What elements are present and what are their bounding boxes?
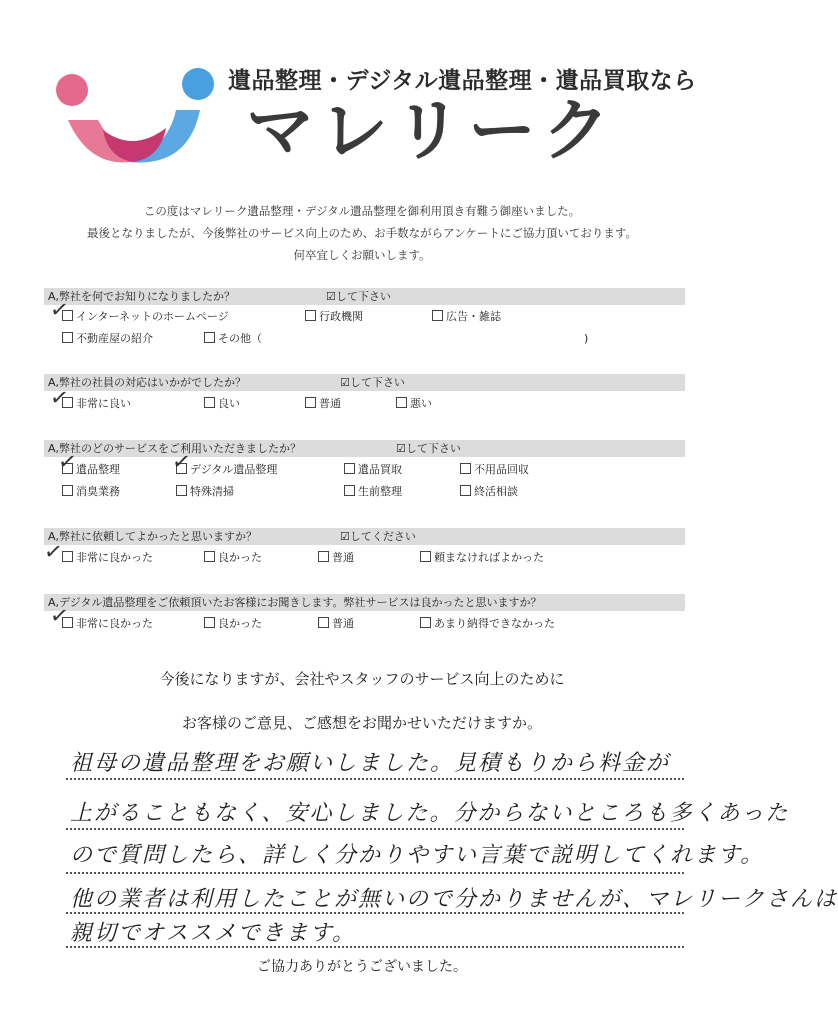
checkbox[interactable] — [204, 617, 215, 628]
question-instruction: ☑して下さい — [340, 376, 405, 389]
dotted-rule — [66, 828, 684, 830]
checkbox[interactable] — [432, 310, 443, 321]
question-instruction: ☑してください — [340, 530, 416, 543]
brand-name: マレリーク — [246, 92, 617, 171]
checkbox[interactable] — [420, 617, 431, 628]
option-very-good[interactable]: 非常に良かった — [62, 616, 153, 632]
handwritten-check-icon: ✓ — [56, 448, 79, 477]
option-normal[interactable]: 普通 — [305, 396, 341, 412]
intro-line: この度はマレリーク遺品整理・デジタル遺品整理を御利用頂き有難う御座いました。 — [143, 204, 581, 218]
option-other-close: ) — [584, 332, 589, 345]
thanks-message: ご協力ありがとうございました。 — [257, 959, 467, 975]
dotted-rule — [66, 912, 684, 914]
checkbox[interactable] — [344, 485, 355, 496]
question-4-bar — [44, 528, 685, 545]
option-good[interactable]: 良い — [204, 396, 240, 412]
option-estate-clearing[interactable]: 遺品整理 — [62, 462, 120, 478]
question-5-bar — [44, 594, 685, 611]
comment-prompt: お客様のご意見、ご感想をお聞かせいただけますか。 — [181, 714, 542, 732]
option-very-good[interactable]: 非常に良い — [62, 396, 131, 412]
option-normal[interactable]: 普通 — [318, 550, 354, 566]
dotted-rule — [66, 946, 684, 948]
option-regret[interactable]: 頼まなければよかった — [420, 550, 544, 566]
handwritten-comment-line: 上がることもなく、安心しました。分からないところも多くあった — [70, 801, 790, 826]
logo-pink-dot — [56, 74, 88, 106]
logo-blue-dot — [182, 68, 214, 100]
option-other[interactable]: その他（ — [204, 331, 262, 347]
tagline: 遺品整理・デジタル遺品整理・遺品買取なら — [228, 68, 697, 94]
checkbox[interactable] — [62, 332, 73, 343]
checkbox[interactable] — [396, 397, 407, 408]
checkbox[interactable] — [204, 332, 215, 343]
option-not-satisfied[interactable]: あまり納得できなかった — [420, 616, 555, 632]
option-end-of-life[interactable]: 終活相談 — [460, 484, 518, 500]
handwritten-comment-line: ので質問したら、詳しく分かりやすい言葉で説明してくれます。 — [70, 843, 765, 868]
option-good[interactable]: 良かった — [204, 550, 262, 566]
intro-text — [40, 200, 684, 266]
checkbox[interactable] — [420, 551, 431, 562]
comment-prompt: 今後になりますが、会社やスタッフのサービス向上のために — [159, 670, 565, 688]
option-special-cleaning[interactable]: 特殊清掃 — [176, 484, 234, 500]
option-very-good[interactable]: 非常に良かった — [62, 550, 153, 566]
question-text: A,弊社のどのサービスをご利用いただきましたか？ — [48, 442, 302, 455]
checkbox[interactable] — [204, 397, 215, 408]
option-good[interactable]: 良かった — [204, 616, 262, 632]
option-normal[interactable]: 普通 — [318, 616, 354, 632]
intro-line: 最後となりましたが、今後弊社のサービス向上のため、お手数ながらアンケートにご協力頂いております。 — [87, 226, 637, 240]
logo-mark — [48, 58, 218, 168]
question-3-bar — [44, 440, 685, 457]
checkbox[interactable] — [460, 463, 471, 474]
checkbox[interactable] — [62, 485, 73, 496]
handwritten-check-icon: ✓ — [42, 538, 65, 567]
dotted-rule — [66, 778, 684, 780]
option-internet[interactable]: インターネットのホームページ — [62, 309, 229, 325]
handwritten-comment-line: 祖母の遺品整理をお願いしました。見積もりから料金が — [70, 751, 671, 776]
option-ads[interactable]: 広告・雑誌 — [432, 309, 501, 325]
question-text: A,弊社の社員の対応はいかがでしたか？ — [48, 376, 247, 389]
intro-line: 何卒宜しくお願いします。 — [293, 248, 431, 262]
checkbox[interactable] — [318, 617, 329, 628]
handwritten-check-icon: ✓ — [48, 384, 71, 413]
checkbox[interactable] — [344, 463, 355, 474]
checkbox[interactable] — [305, 397, 316, 408]
option-government[interactable]: 行政機関 — [305, 309, 363, 325]
question-text: A,弊社を何でお知りになりましたか？ — [48, 290, 236, 303]
option-bad[interactable]: 悪い — [396, 396, 432, 412]
question-instruction: ☑して下さい — [326, 290, 391, 303]
option-pre-death-clearing[interactable]: 生前整理 — [344, 484, 402, 500]
question-text: A,弊社に依頼してよかったと思いますか？ — [48, 530, 258, 543]
option-junk-removal[interactable]: 不用品回収 — [460, 462, 529, 478]
handwritten-check-icon: ✓ — [48, 602, 71, 631]
question-2-bar — [44, 374, 685, 391]
checkbox[interactable] — [460, 485, 471, 496]
option-buyback[interactable]: 遺品買取 — [344, 462, 402, 478]
question-instruction: ☑して下さい — [396, 442, 461, 455]
checkbox[interactable] — [305, 310, 316, 321]
question-text: A,デジタル遺品整理をご依頼頂いたお客様にお聞きします。弊社サービスは良かったと思いますか？ — [48, 596, 542, 609]
option-realestate[interactable]: 不動産屋の紹介 — [62, 331, 153, 347]
checkbox[interactable] — [204, 551, 215, 562]
dotted-rule — [66, 872, 684, 874]
checkbox[interactable] — [62, 551, 73, 562]
handwritten-check-icon: ✓ — [170, 448, 193, 477]
checkbox[interactable] — [318, 551, 329, 562]
question-1-bar — [44, 288, 685, 305]
checkbox[interactable] — [176, 485, 187, 496]
handwritten-comment-line: 親切でオススメできます。 — [70, 921, 357, 946]
handwritten-comment-line: 他の業者は利用したことが無いので分かりませんが、マレリークさんは — [70, 887, 838, 912]
option-digital-clearing[interactable]: デジタル遺品整理 — [176, 462, 277, 478]
option-deodorize[interactable]: 消臭業務 — [62, 484, 120, 500]
handwritten-check-icon: ✓ — [48, 296, 71, 325]
